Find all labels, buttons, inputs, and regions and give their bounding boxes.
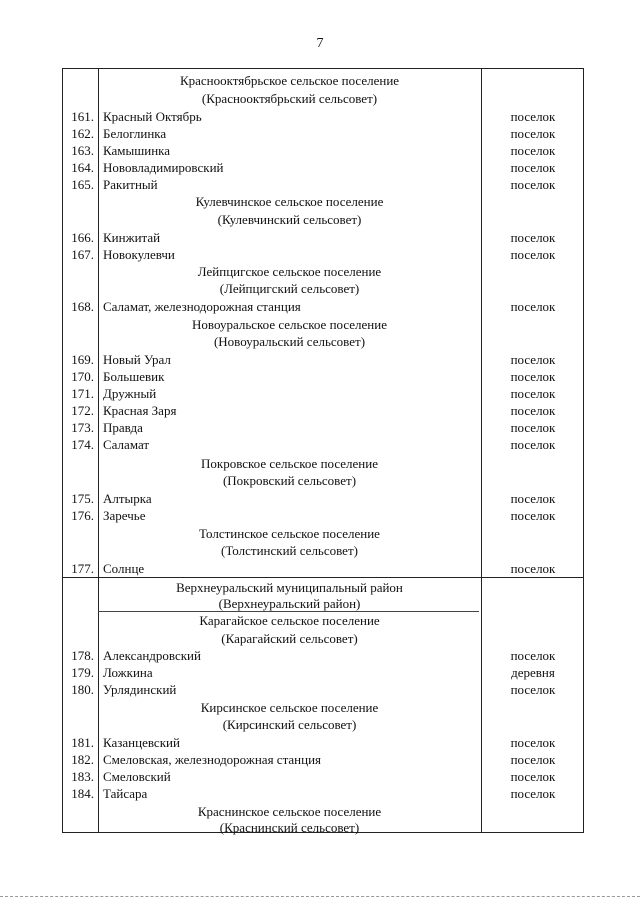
settlement-type: поселок xyxy=(510,648,556,663)
table-row xyxy=(63,785,583,802)
row-number: 166. xyxy=(71,230,94,245)
row-number: 169. xyxy=(71,352,94,367)
page-number: 7 xyxy=(316,36,324,51)
table-row xyxy=(63,751,583,768)
settlement-type: поселок xyxy=(510,109,556,124)
section-header-subtitle: (Краснооктябрьский сельсовет) xyxy=(201,91,378,106)
settlement-type: поселок xyxy=(510,437,556,452)
settlement-name: Новый Урал xyxy=(103,352,171,367)
table-row xyxy=(63,768,583,785)
row-number: 179. xyxy=(71,665,94,680)
section-header-subtitle: (Толстинский сельсовет) xyxy=(221,543,358,558)
section-header-title: Карагайское сельское поселение xyxy=(199,613,380,628)
row-number: 172. xyxy=(71,403,94,418)
table-row xyxy=(63,108,583,125)
section-header-subtitle: (Лейпцигский сельсовет) xyxy=(219,281,360,296)
table-row xyxy=(63,125,583,142)
row-number: 174. xyxy=(71,437,94,452)
settlement-name: Алтырка xyxy=(103,491,152,506)
table-row xyxy=(63,507,583,524)
section-header-title: Краснинское сельское поселение xyxy=(197,804,382,819)
table-row xyxy=(63,734,583,751)
row-number: 183. xyxy=(71,769,94,784)
table-row xyxy=(63,385,583,402)
row-number: 180. xyxy=(71,682,94,697)
row-number: 164. xyxy=(71,160,94,175)
section-header-title: Кирсинское сельское поселение xyxy=(200,700,379,715)
row-number: 177. xyxy=(71,561,94,576)
section-header-title: Краснооктябрьское сельское поселение xyxy=(179,73,400,88)
settlement-type: поселок xyxy=(510,369,556,384)
settlement-type: поселок xyxy=(510,299,556,314)
table-row xyxy=(63,229,583,246)
settlement-type: поселок xyxy=(510,786,556,801)
table-row xyxy=(63,436,583,453)
row-number: 161. xyxy=(71,109,94,124)
row-number: 175. xyxy=(71,491,94,506)
section-header-title: Новоуральское сельское поселение xyxy=(192,317,387,332)
settlement-type: поселок xyxy=(510,247,556,262)
settlement-name: Смеловская, железнодорожная станция xyxy=(103,752,322,767)
table-row xyxy=(63,402,583,419)
settlement-type: поселок xyxy=(510,126,556,141)
settlement-name: Саламат, железнодорожная станция xyxy=(103,299,301,314)
table-row xyxy=(63,368,583,385)
settlement-type: поселок xyxy=(510,682,556,697)
section-header-subtitle: (Покровский сельсовет) xyxy=(222,473,357,488)
settlement-name: Солнце xyxy=(103,561,145,576)
table-row xyxy=(63,142,583,159)
settlement-name: Тайсара xyxy=(103,786,148,801)
row-number: 176. xyxy=(71,508,94,523)
row-number: 181. xyxy=(71,735,94,750)
settlement-name: Смеловский xyxy=(103,769,171,784)
settlement-name: Ракитный xyxy=(103,177,158,192)
settlement-name: Дружный xyxy=(103,386,157,401)
row-number: 162. xyxy=(71,126,94,141)
table-row xyxy=(63,159,583,176)
table-row xyxy=(63,176,583,193)
row-number: 168. xyxy=(71,299,94,314)
settlement-type: поселок xyxy=(510,177,556,192)
section-header-title: Толстинское сельское поселение xyxy=(199,526,380,541)
settlement-type: поселок xyxy=(510,752,556,767)
settlement-name: Правда xyxy=(103,420,143,435)
settlement-type: поселок xyxy=(510,735,556,750)
district-divider xyxy=(63,577,583,578)
table-row xyxy=(63,298,583,315)
settlement-name: Камышинка xyxy=(103,143,171,158)
settlement-type: поселок xyxy=(510,508,556,523)
row-number: 171. xyxy=(71,386,94,401)
settlement-type: поселок xyxy=(510,230,556,245)
settlement-type: поселок xyxy=(510,769,556,784)
district-header-subtitle: (Верхнеуральский район) xyxy=(218,596,361,611)
settlement-name: Нововладимировский xyxy=(103,160,224,175)
settlement-type: поселок xyxy=(510,386,556,401)
section-header-subtitle: (Кулевчинский сельсовет) xyxy=(217,212,362,227)
row-number: 178. xyxy=(71,648,94,663)
section-header-title: Покровское сельское поселение xyxy=(200,456,378,471)
row-number: 167. xyxy=(71,247,94,262)
table-row xyxy=(63,490,583,507)
settlement-name: Большевик xyxy=(103,369,165,384)
table-row xyxy=(63,419,583,436)
settlements-table xyxy=(62,68,584,833)
settlement-type: поселок xyxy=(510,561,556,576)
settlement-type: поселок xyxy=(510,352,556,367)
settlement-type: поселок xyxy=(510,160,556,175)
settlement-name: Красная Заря xyxy=(103,403,177,418)
table-row xyxy=(63,560,583,577)
section-header-title: Лейпцигское сельское поселение xyxy=(197,264,382,279)
settlement-name: Красный Октябрь xyxy=(103,109,202,124)
settlement-name: Кинжитай xyxy=(103,230,161,245)
section-header-subtitle: (Карагайский сельсовет) xyxy=(221,631,358,646)
settlement-name: Урлядинский xyxy=(103,682,177,697)
table-row xyxy=(63,351,583,368)
table-row xyxy=(63,681,583,698)
settlement-name: Александровский xyxy=(103,648,201,663)
row-number: 163. xyxy=(71,143,94,158)
settlement-type: поселок xyxy=(510,491,556,506)
settlement-type: поселок xyxy=(510,143,556,158)
row-number: 170. xyxy=(71,369,94,384)
section-header-subtitle: (Новоуральский сельсовет) xyxy=(213,334,366,349)
row-number: 165. xyxy=(71,177,94,192)
table-row xyxy=(63,664,583,681)
row-number: 184. xyxy=(71,786,94,801)
section-header-title: Кулевчинское сельское поселение xyxy=(195,194,384,209)
settlement-name: Заречье xyxy=(103,508,146,523)
footer-divider xyxy=(0,896,640,897)
settlement-name: Саламат xyxy=(103,437,150,452)
settlement-name: Казанцевский xyxy=(103,735,180,750)
settlement-type: поселок xyxy=(510,420,556,435)
settlement-name: Ложкина xyxy=(103,665,153,680)
settlement-type: деревня xyxy=(511,665,555,680)
section-header-subtitle: (Кирсинский сельсовет) xyxy=(222,717,357,732)
row-number: 173. xyxy=(71,420,94,435)
settlement-name: Новокулевчи xyxy=(103,247,175,262)
row-number: 182. xyxy=(71,752,94,767)
district-header-title: Верхнеуральский муниципальный район xyxy=(176,580,403,595)
section-header-subtitle: (Краснинский сельсовет) xyxy=(219,820,360,835)
table-row xyxy=(63,246,583,263)
table-row xyxy=(63,647,583,664)
settlement-name: Белоглинка xyxy=(103,126,167,141)
settlement-type: поселок xyxy=(510,403,556,418)
